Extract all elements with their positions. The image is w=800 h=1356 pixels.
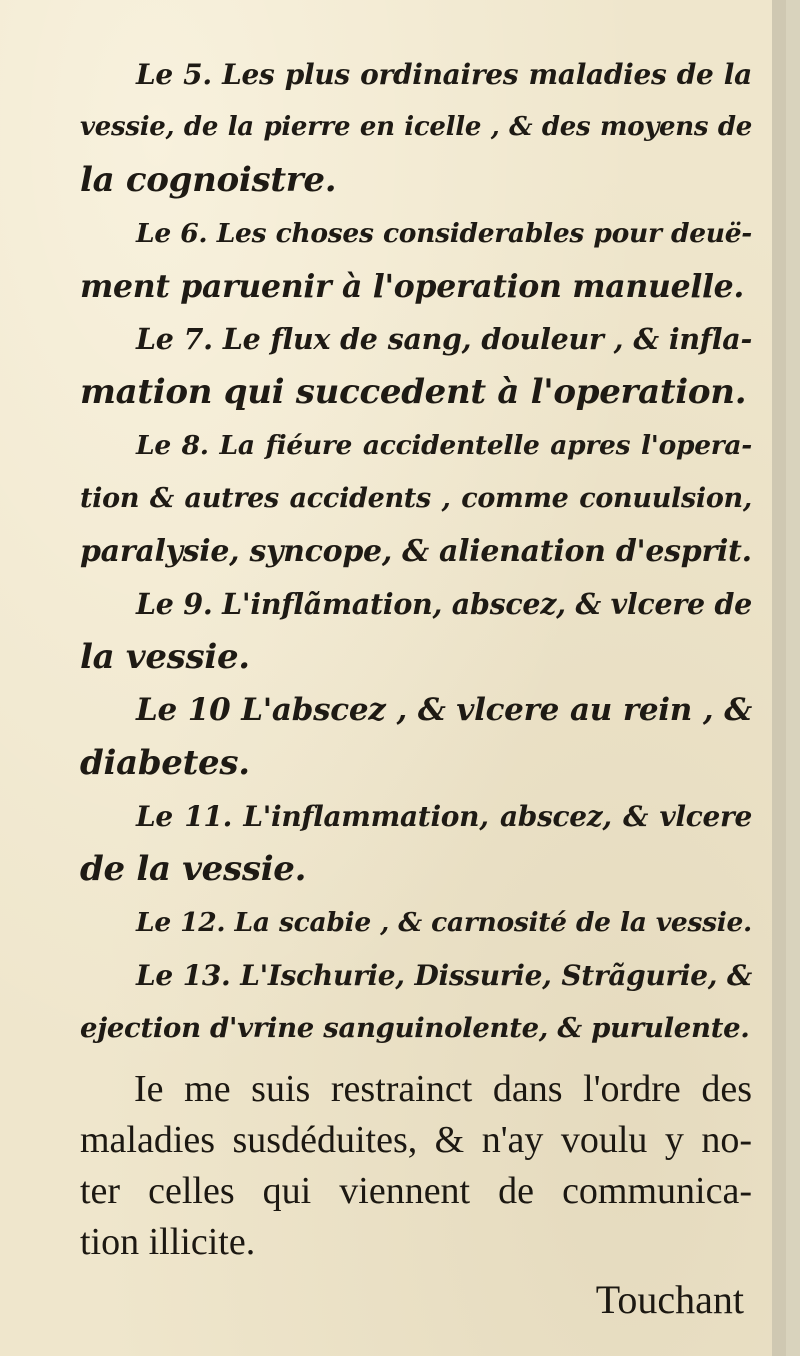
italic-line: mation qui succedent à l'operation.	[80, 372, 747, 412]
italic-line: la cognoistre.	[80, 160, 337, 200]
catchword: Touchant	[595, 1277, 744, 1322]
italic-line: la vessie.	[80, 637, 250, 677]
italic-line: paralysie, syncope, & alienation d'esprit.	[80, 534, 752, 569]
italic-line: Le 6. Les choses considerables pour deuë-	[136, 218, 752, 249]
italic-line: Le 11. L'inflammation, abscez, & vlcere	[136, 800, 752, 833]
italic-line: Le 7. Le flux de sang, douleur , & infla-	[136, 322, 752, 356]
italic-line: Le 12. La scabie , & carnosité de la vessie.	[136, 907, 752, 938]
body-paragraph	[80, 1064, 752, 1268]
italic-line: Le 8. La fiéure accidentelle apres l'opera-	[136, 430, 752, 461]
italic-line: ment paruenir à l'operation manuelle.	[80, 268, 745, 305]
italic-line: ejection d'vrine sanguinolente, & purulente.	[80, 1012, 750, 1044]
italic-line: Le 5. Les plus ordinaires maladies de la	[136, 58, 752, 91]
table-of-contents-entries	[80, 48, 752, 1055]
italic-line: Le 13. L'Ischurie, Dissurie, Strãgurie, &	[136, 959, 752, 992]
italic-line: de la vessie.	[80, 849, 307, 889]
italic-line: Le 9. L'inflãmation, abscez, & vlcere de	[136, 587, 752, 621]
roman-line: maladies susdéduites, & n'ay voulu y no-	[80, 1119, 752, 1161]
page-edge	[772, 0, 786, 1356]
roman-line: tion illicite.	[80, 1221, 256, 1263]
italic-line: Le 10 L'abscez , & vlcere au rein , &	[136, 692, 752, 728]
italic-line: tion & autres accidents , comme conuulsion,	[80, 483, 752, 514]
italic-line: diabetes.	[80, 743, 250, 783]
roman-line: ter celles qui viennent de communica-	[80, 1170, 752, 1212]
italic-line: vessie, de la pierre en icelle , & des moyens de	[80, 112, 752, 142]
roman-line: Ie me suis restrainct dans l'ordre des	[134, 1068, 752, 1110]
